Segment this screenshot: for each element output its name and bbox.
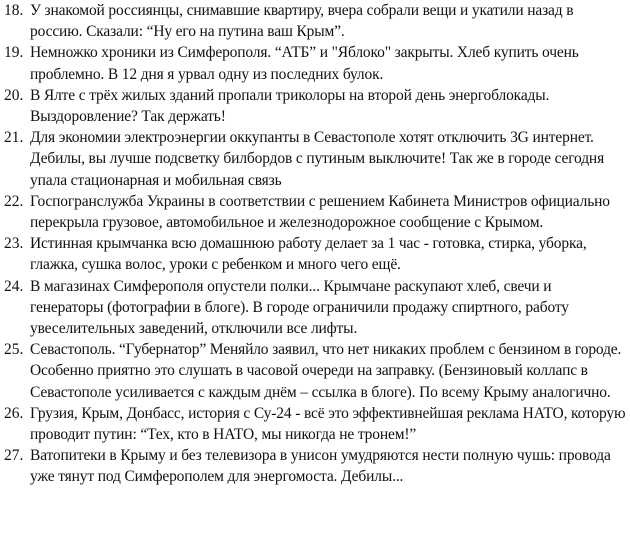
item-number: 26. (4, 404, 24, 422)
list-item-20 (0, 85, 630, 127)
list-item-23 (0, 233, 630, 275)
item-text: В Ялте с трёх жилых зданий пропали триколоры на второй день энергоблокады. Выздоровление? Так держать! (30, 86, 550, 126)
list-item-22 (0, 191, 630, 233)
item-text: Немножко хроники из Симферополя. “АТБ” и "Яблоко" закрыты. Хлеб купить очень проблемно. В 12 дня я урвал одну из последних булок. (30, 44, 579, 83)
list-item-21 (0, 127, 630, 191)
list-item-19 (0, 42, 630, 84)
item-number: 19. (4, 44, 24, 62)
list-item-24 (0, 276, 630, 340)
item-number: 18. (4, 2, 24, 19)
item-number: 20. (4, 86, 24, 104)
item-number: 23. (4, 235, 24, 253)
item-number: 27. (4, 447, 24, 465)
item-text: У знакомой россиянцы, снимавшие квартиру, вчера собрали вещи и укатили назад в россию. Сказали: “Ну его на путина ваш Крым”. (30, 2, 574, 41)
item-text: Грузия, Крым, Донбасс, история с Су-24 - всё это эффективнейшая реклама НАТО, которую проводит путин: “Тех, кто в НАТО, мы никогда не тронем!” (30, 404, 626, 444)
item-number: 25. (4, 341, 24, 359)
list-item-27 (0, 445, 630, 487)
list-item-25 (0, 339, 630, 403)
item-text: Ватопитеки в Крыму и без телевизора в унисон умудряются нести полную чушь: провода уже тянут под Симферополем для энергомоста. Дебилы... (30, 447, 611, 486)
list-item-18 (0, 0, 630, 42)
item-number: 22. (4, 192, 24, 210)
item-text: Для экономии электроэнергии оккупанты в Севастополе хотят отключить 3G интернет. Дебилы, вы лучше подсветку билбордов с путиным выключите! Так же в городе сегодня упала стационарная и мобильная связь (30, 129, 605, 189)
item-text: Истинная крымчанка всю домашнюю работу делает за 1 час - готовка, стирка, уборка, глажка, сушка волос, уроки с ребенком и много чего ещё. (30, 235, 587, 274)
item-text: В магазинах Симферополя опустели полки... Крымчане раскупают хлеб, свечи и генераторы (фотографии в блоге). В городе ограничили продажу спиртного, работу увеселительных заведений, отключили все лифты. (30, 277, 569, 338)
item-number: 24. (4, 277, 24, 295)
item-text: Севастополь. “Губернатор” Меняйло заявил, что нет никаких проблем с бензином в городе. Особенно приятно это слушать в часовой очереди на заправку. (Бензиновый коллапс в Севастополе усиливается с каждым днём – ссылка в блоге). По всему Крыму аналогично. (30, 341, 622, 401)
item-number: 21. (4, 129, 24, 147)
item-text: Госпогранслужба Украины в соответствии с решением Кабинета Министров официально перекрыла грузовое, автомобильное и железнодорожное сообщение с Крымом. (30, 192, 610, 232)
list-item-26 (0, 403, 630, 445)
